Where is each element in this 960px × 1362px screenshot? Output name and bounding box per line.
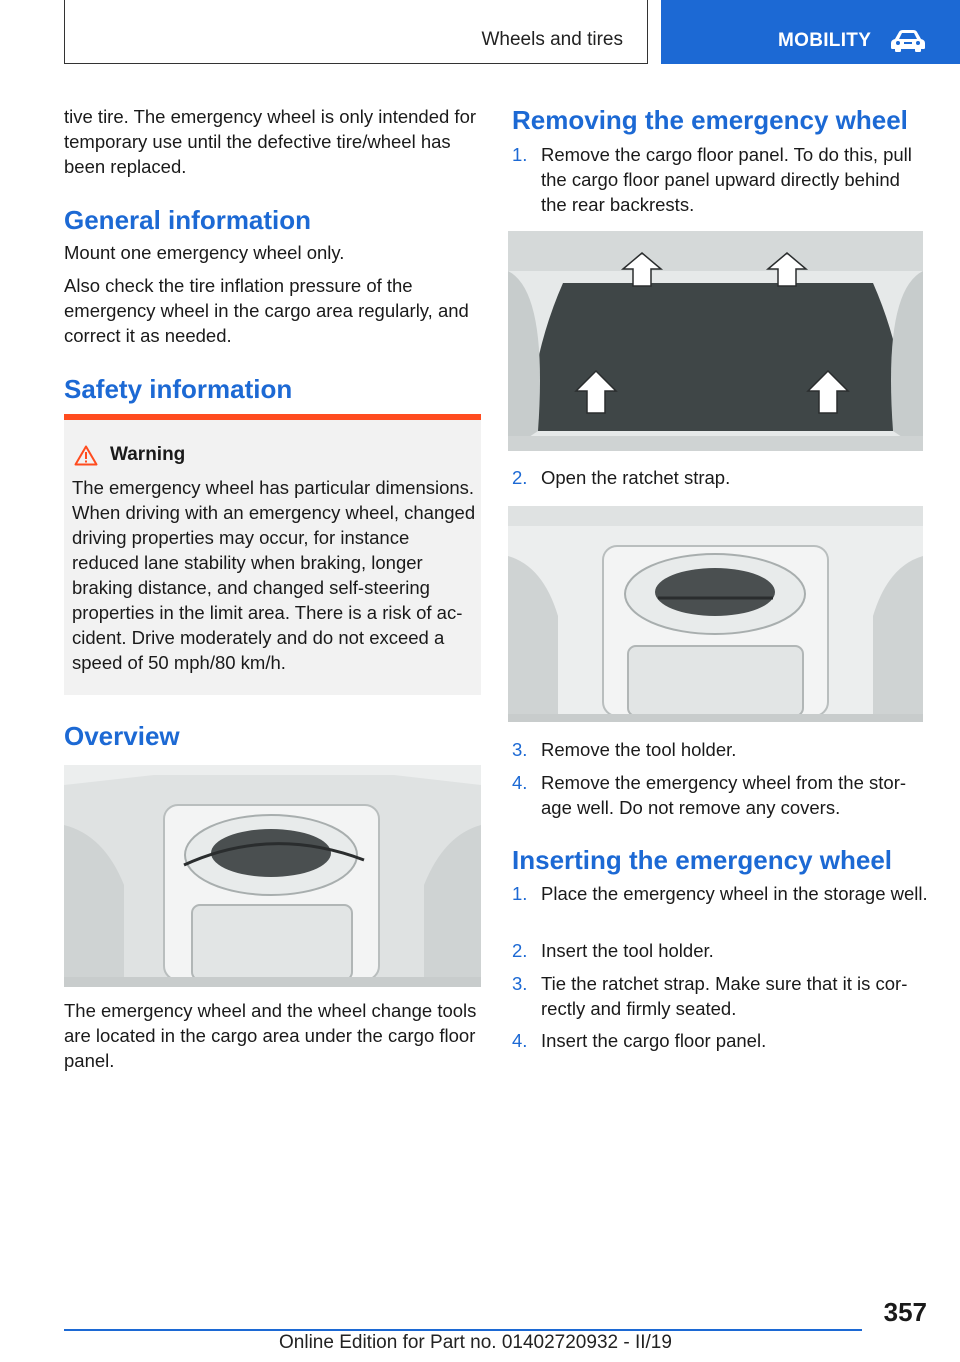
step-number: 2. [512,467,528,488]
inserting-step-4 [512,1028,928,1053]
step-number: 2. [512,940,528,961]
section-title: Wheels and tires [481,29,623,50]
step-text: Place the emergency wheel in the storage well. [541,883,928,904]
step-number: 4. [512,1030,528,1051]
inserting-step-1 [512,881,928,906]
heading-overview: Overview [64,721,180,751]
step-text: Insert the tool holder. [541,940,714,961]
cargo-floor-illustration [508,231,923,451]
general-paragraph-2: Also check the tire inflation pressure of the emergency wheel in the cargo area regularly, and correct it as needed. [64,275,469,346]
warning-title: Warning [110,444,186,465]
inserting-step-2 [512,938,928,963]
car-icon [889,29,927,53]
overview-paragraph: The emergency wheel and the wheel change tools are located in the cargo area under the cargo floor panel. [64,1000,477,1071]
inserting-step-3 [512,971,928,1021]
step-text: Remove the cargo floor panel. To do this, pull the cargo floor panel upward directly behind the rear backrests. [541,144,912,215]
heading-safety-information: Safety information [64,374,293,404]
step-text: Insert the cargo floor panel. [541,1030,767,1051]
removing-step-2 [512,465,928,490]
ratchet-strap-illustration [508,506,923,722]
general-paragraph-1: Mount one emergency wheel only. [64,242,345,263]
removing-step-1 [512,142,928,217]
chapter-tab [661,0,960,64]
step-number: 3. [512,973,528,994]
footer-edition: Online Edition for Part no. 01402720932 - II/19 [279,1332,672,1353]
step-number: 1. [512,144,528,165]
step-number: 4. [512,772,528,793]
warning-triangle-icon [74,445,98,466]
chapter-title: MOBILITY [778,30,872,51]
header-section-box [64,0,648,64]
removing-step-3 [512,737,928,762]
step-number: 1. [512,883,528,904]
step-text: Tie the ratchet strap. Make sure that it is correctly and firmly seated. [541,973,908,1019]
heading-inserting: Inserting the emergency wheel [512,845,893,875]
warning-box [64,414,481,695]
intro-paragraph: tive tire. The emergency wheel is only intended for temporary use until the defective tire/wheel has been replaced. [64,106,477,177]
step-text: Remove the tool holder. [541,739,737,760]
footer-divider [64,1329,862,1331]
page-number: 357 [883,1297,927,1327]
overview-illustration [64,765,481,987]
step-text: Remove the emergency wheel from the storage well. Do not remove any covers. [541,772,907,818]
heading-removing: Removing the emergency wheel [512,105,908,135]
heading-general-information: General information [64,205,312,235]
removing-step-4 [512,770,928,820]
warning-text: The emergency wheel has particular dimensions. When driving with an emergency wheel, changed driving properties may occur, for instance reduced lane stability when braking, longer braking distance, and changed self-steering properties in the limit area. There is a risk of accident. Drive moderately and do not exceed a speed of 50 mph/80 km/h. [72,477,476,673]
step-number: 3. [512,739,528,760]
step-text: Open the ratchet strap. [541,467,731,488]
